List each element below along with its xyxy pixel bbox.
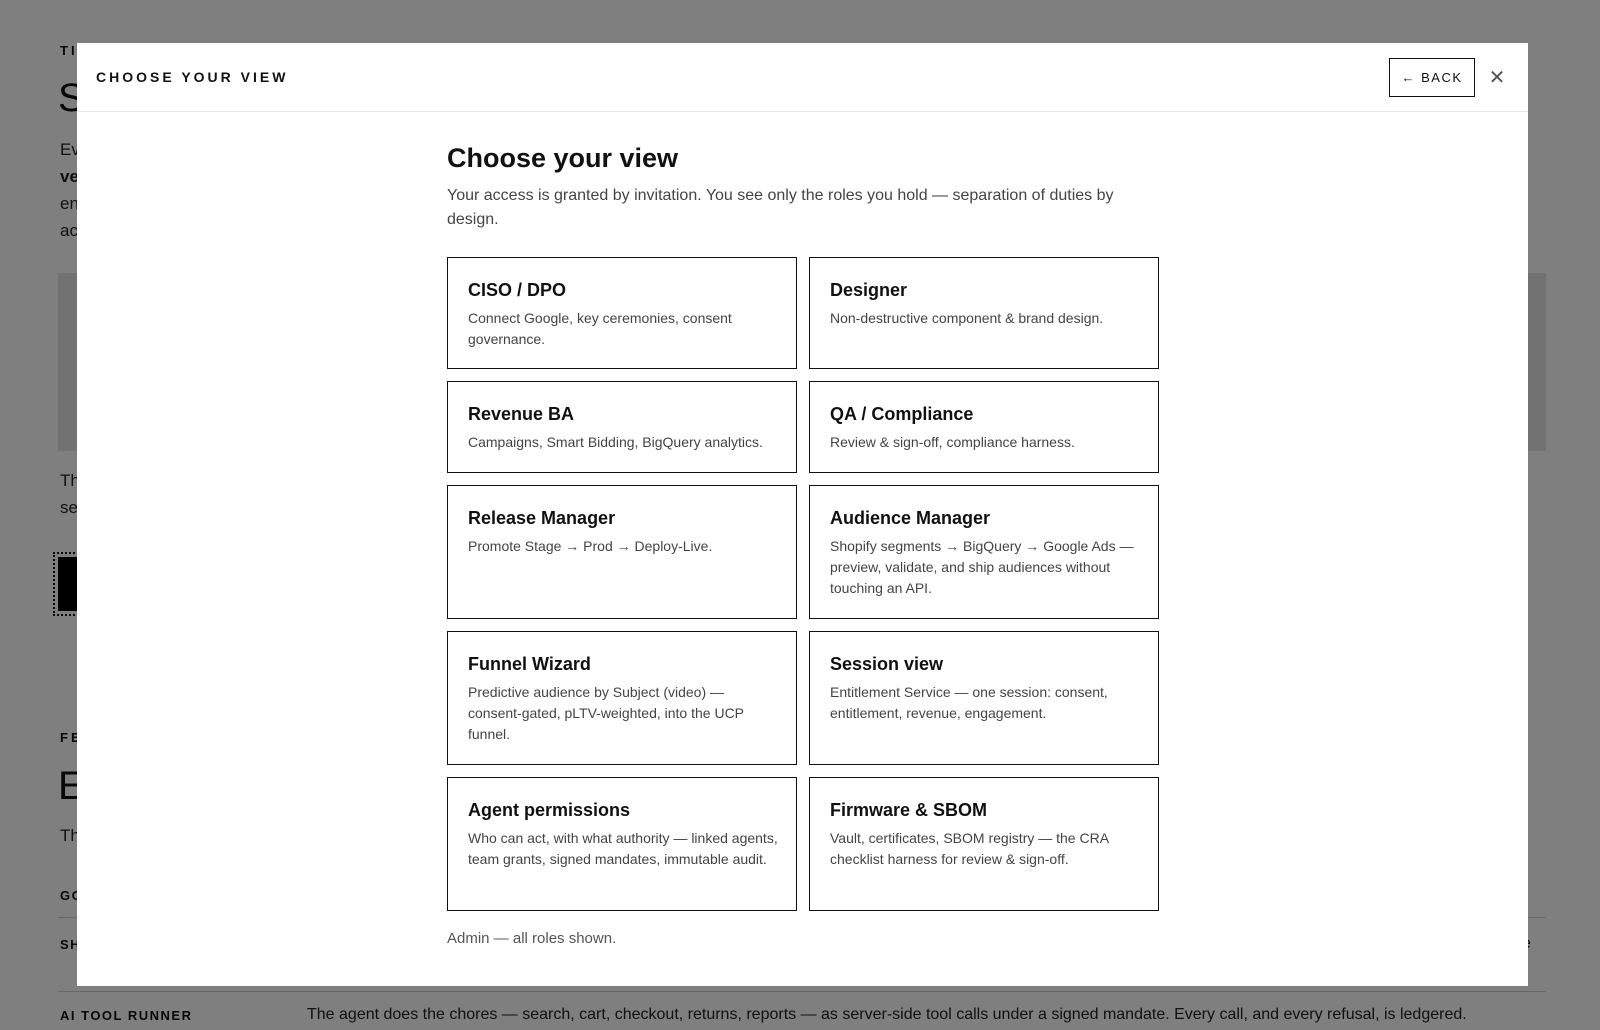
role-card-qa-compliance[interactable] [809,381,1159,473]
close-icon[interactable]: ✕ [1483,63,1511,91]
role-description: Who can act, with what authority — linked agents, team grants, signed mandates, immutable audit. [468,830,778,867]
admin-note: Admin — all roles shown. [447,930,617,947]
modal-header [77,43,1528,112]
page-title: Choose your view [447,143,679,173]
modal-body [447,141,1159,232]
role-card-ciso-dpo[interactable] [447,257,797,369]
role-card-firmware-sbom[interactable] [809,777,1159,911]
role-description: Non-destructive component & brand design. [830,310,1104,326]
role-row [447,631,1159,765]
role-card-release-manager[interactable] [447,485,797,619]
role-description: Promote Stage → Prod → Deploy-Live. [468,538,713,554]
role-description: Connect Google, key ceremonies, consent governance. [468,310,732,347]
role-card-audience-manager[interactable] [809,485,1159,619]
role-card-agent-permissions[interactable] [447,777,797,911]
role-title: Designer [830,280,908,300]
role-title: Release Manager [468,508,616,528]
role-title: Firmware & SBOM [830,800,988,820]
role-card-funnel-wizard[interactable] [447,631,797,765]
page-intro: Your access is granted by invitation. You see only the roles you hold — separation of duties by design. [447,187,1114,228]
role-description: Predictive audience by Subject (video) — consent-gated, pLTV-weighted, into the UCP funnel. [468,684,744,742]
role-card-revenue-ba[interactable] [447,381,797,473]
role-title: Agent permissions [468,800,631,820]
role-title: Session view [830,654,944,674]
role-card-designer[interactable] [809,257,1159,369]
back-button-label: ← BACK [1401,70,1463,85]
role-description: Campaigns, Smart Bidding, BigQuery analytics. [468,434,763,450]
role-description: Review & sign-off, compliance harness. [830,434,1075,450]
modal-eyebrow: CHOOSE YOUR VIEW [96,69,289,85]
role-card-session-view[interactable] [809,631,1159,765]
role-row [447,257,1159,369]
role-description: Entitlement Service — one session: consent, entitlement, revenue, engagement. [830,684,1108,721]
choose-view-modal [77,43,1528,986]
role-title: Funnel Wizard [468,654,591,674]
role-row [447,485,1159,619]
role-description: Vault, certificates, SBOM registry — the CRA checklist harness for review & sign-off. [830,830,1109,867]
role-title: CISO / DPO [468,280,567,300]
role-row [447,381,1159,473]
role-title: Revenue BA [468,404,575,424]
back-button[interactable] [1389,58,1475,97]
role-title: Audience Manager [830,508,991,528]
role-row [447,777,1159,911]
role-grid [447,257,1159,923]
role-description: Shopify segments → BigQuery → Google Ads — preview, validate, and ship audiences without touching an API. [830,538,1134,596]
role-title: QA / Compliance [830,404,974,424]
